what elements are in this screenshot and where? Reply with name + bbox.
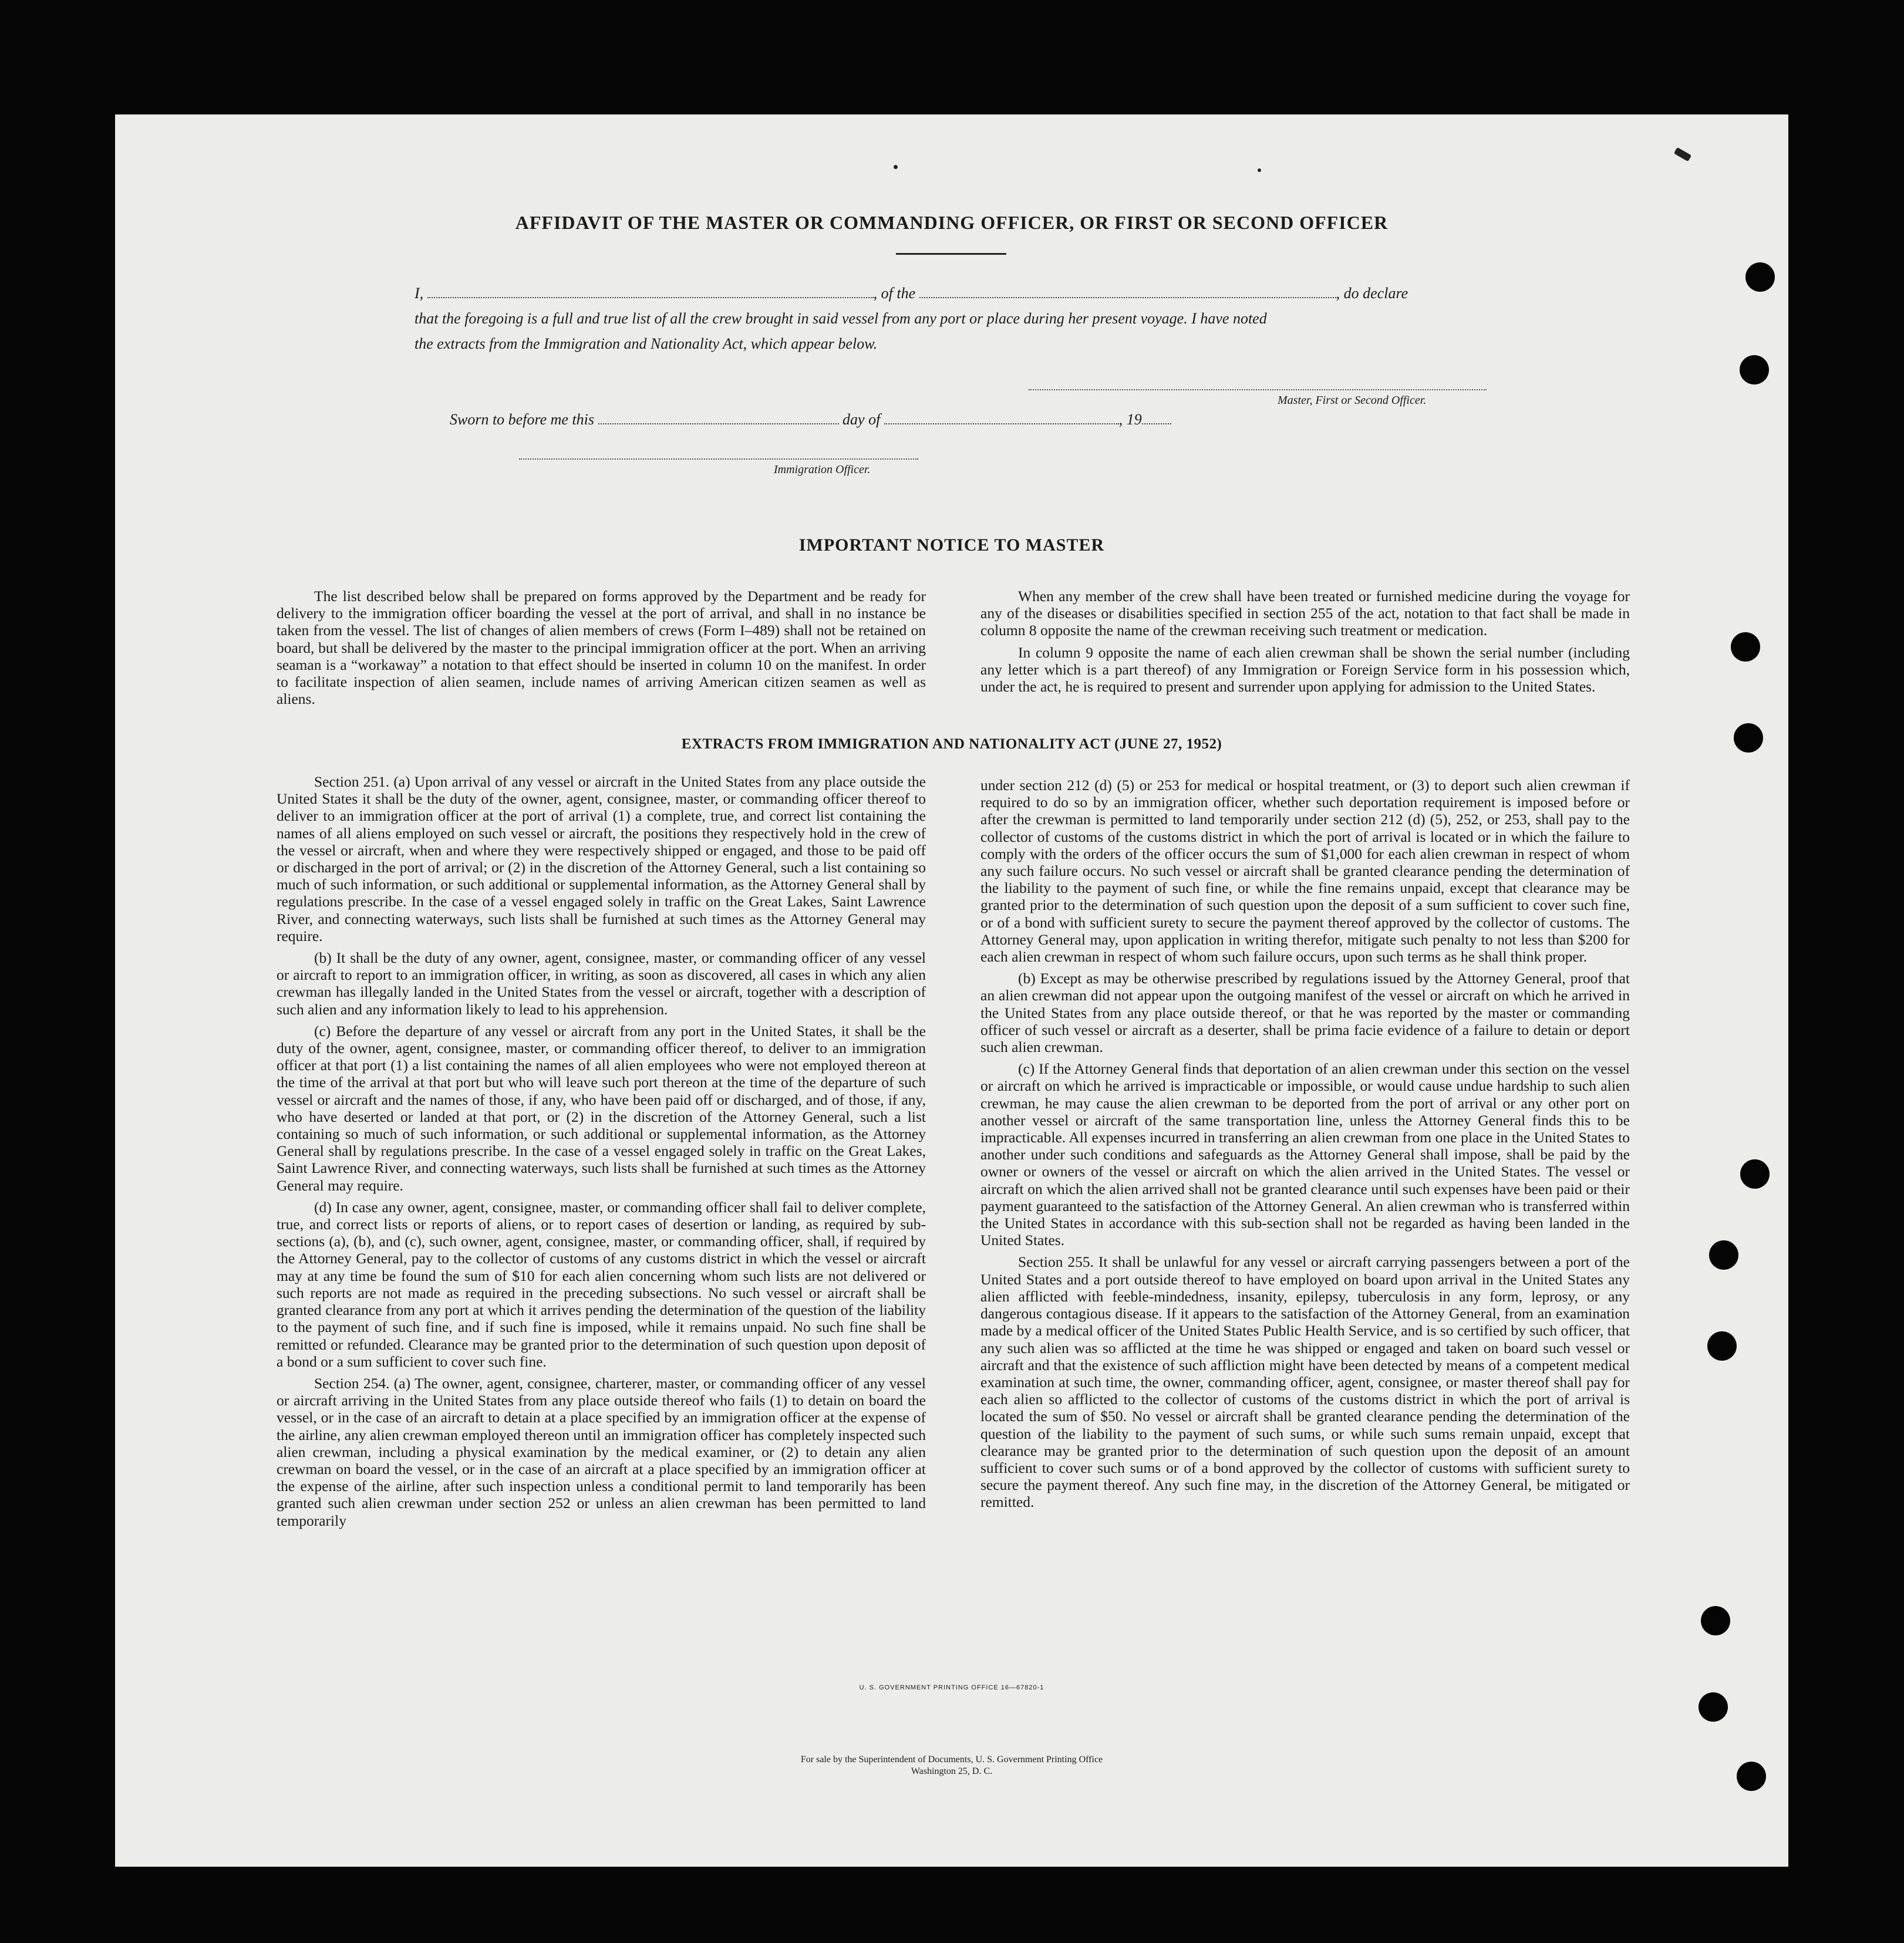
section-251a-paragraph: Section 251. (a) Upon arrival of any vessel or aircraft in the United States from any place outside the United States it shall be the duty of the owner, agent, consignee, master, or commanding officer thereof to deliver to an immigration officer at the port of arrival (1) a complete, true, and correct list containing the names of all aliens employed on such vessel or aircraft, the positions they respectively hold in the crew of the vessel or aircraft, when and where they were respectively shipped or engaged, and those to be paid off or discharged in the port of arrival; or (2) in the discretion of the Attorney General, such a list containing so much of such information, or such additional or supplemental information, as the Attorney General shall by regulations prescribe. In the case of a vessel engaged solely in traffic on the Great Lakes, Saint Lawrence River, and connecting waterways, such lists shall be furnished at such times as the Attorney General may require.: [277, 773, 926, 944]
page-speck: [1674, 147, 1691, 161]
year-label: , 19: [1118, 411, 1142, 428]
punch-hole: [1709, 1240, 1738, 1270]
notice-right-paragraph-1: When any member of the crew shall have been treated or furnished medicine during the voyage for any of the diseases or disabilities specified in section 255 of the act, notation to that fact shall be made in column 8 opposite the name of the crewman receiving such treatment or medication.: [980, 588, 1630, 639]
declaration-line-2: that the foregoing is a full and true list of all the crew brought in said vessel from any port or place during her present voyage. I have noted: [415, 310, 1267, 327]
name-blank[interactable]: [427, 286, 874, 298]
master-signature-line[interactable]: [1029, 389, 1487, 390]
title-divider: [896, 253, 1006, 255]
sworn-statement: [450, 411, 1171, 429]
affidavit-title: AFFIDAVIT OF THE MASTER OR COMMANDING OFFICER, OR FIRST OR SECOND OFFICER: [515, 212, 1389, 233]
master-signature-label: Master, First or Second Officer.: [1278, 394, 1427, 407]
officer-signature-line[interactable]: [519, 458, 918, 460]
section-251b-paragraph: (b) It shall be the duty of any owner, agent, consignee, master, or commanding officer of any vessel or aircraft to report to an immigration officer, in writing, as soon as discovered, all cases in which any alien crewman has illegally landed in the United States from the vessel or aircraft, together with a description of such alien and any information likely to lead to his apprehension.: [277, 949, 926, 1018]
extracts-title: EXTRACTS FROM IMMIGRATION AND NATIONALITY ACT (JUNE 27, 1952): [681, 736, 1222, 752]
extracts-left-column: [277, 773, 926, 1534]
officer-signature-label: Immigration Officer.: [774, 463, 871, 476]
punch-hole: [1740, 1159, 1770, 1189]
section-251d-paragraph: (d) In case any owner, agent, consignee, master, or commanding officer shall fail to deliver complete, true, and correct lists or reports of aliens, or to report cases of desertion or landing, as required by sub-sections (a), (b), and (c), such owner, agent, consignee, master, or commanding officer, shall, if required by the Attorney General, pay to the collector of customs of any customs district in which the vessel or aircraft may at any time be found the sum of $10 for each alien concerning whom such lists are not delivered or such reports are not made as required in the preceding subsections. No such vessel or aircraft shall be granted clearance from any port at which it arrives pending the determination of the question of the liability to the payment of such fine, and if such fine is imposed, while it remains unpaid. No such fine shall be remitted or refunded. Clearance may be granted prior to the determination of such question upon deposit of a bond or a sum sufficient to cover such fine.: [277, 1198, 926, 1370]
day-of-label: day of: [843, 411, 881, 428]
of-the-label: , of the: [873, 285, 916, 302]
footer-line-2: Washington 25, D. C.: [911, 1766, 993, 1776]
i-label: I,: [415, 285, 424, 302]
sworn-year-blank[interactable]: [1142, 413, 1171, 424]
sale-footer: [115, 1754, 1788, 1777]
footer-line-1: For sale by the Superintendent of Documents, U. S. Government Printing Office: [800, 1755, 1103, 1765]
printer-imprint: U. S. GOVERNMENT PRINTING OFFICE 16—67820-1: [859, 1684, 1044, 1691]
notice-title: IMPORTANT NOTICE TO MASTER: [798, 535, 1105, 555]
declaration-line-1: [415, 281, 1489, 306]
punch-hole: [1707, 1331, 1737, 1361]
punch-hole: [1734, 723, 1763, 753]
sworn-label: Sworn to before me this: [450, 411, 595, 428]
punch-hole: [1699, 1692, 1728, 1722]
page-speck: [1258, 168, 1261, 172]
notice-right-paragraph-2: In column 9 opposite the name of each alien crewman shall be shown the serial number (including any letter which is a part thereof) of any Immigration or Foreign Service form in his possession which, under the act, he is required to present and surrender upon applying for admission to the United States.: [980, 643, 1630, 696]
section-254a-continued-paragraph: under section 212 (d) (5) or 253 for medical or hospital treatment, or (3) to deport such alien crewman if required to do so by an immigration officer, whether such deportation requirement is imposed before or after the crewman is permitted to land temporarily under section 212 (d) (5), 252, or 253, shall pay to the collector of customs of the customs district in which the port of arrival is located or in which the failure to comply with the orders of the officer occurs the sum of $1,000 for each alien crewman in respect of whom any such failure occurs. No such vessel or aircraft shall be granted clearance pending the determination of the liability to the payment of such fine, or while the fine remains unpaid, except that clearance may be granted prior to the determination of such question upon the deposit of a sum sufficient to cover such fine, or of a bond with sufficient surety to secure the payment thereof approved by the collector of customs. The Attorney General may, upon application in writing therefor, mitigate such penalty to not less than $200 for each alien crewman in respect of whom such failure occurs, upon such terms as he shall think proper.: [980, 777, 1630, 966]
punch-hole: [1701, 1606, 1730, 1635]
extracts-right-column: [980, 777, 1630, 1516]
document-page: [115, 114, 1788, 1867]
section-251c-paragraph: (c) Before the departure of any vessel or aircraft from any port in the United States, it shall be the duty of the owner, agent, consignee, master, or commanding officer thereof, to deliver to an immigration officer at that port (1) a list containing the names of all alien employees who were not employed thereon at the time of the arrival at that port but who will leave such port thereon at the time of the departure of such vessel or aircraft and the names of those, if any, who have been paid off or discharged, and of those, if any, who have deserted or landed at that port, or (2) in the discretion of the Attorney General, such a list containing so much of such information, or such additional or supplemental information, as the Attorney General shall by regulations prescribe. In the case of a vessel engaged solely in traffic on the Great Lakes, Saint Lawrence River, and connecting waterways, such lists shall be furnished at such times as the Attorney General may require.: [277, 1022, 926, 1194]
punch-hole: [1745, 262, 1775, 292]
section-254c-paragraph: (c) If the Attorney General finds that deportation of an alien crewman under this section on the vessel or aircraft on which he arrived is impracticable or impossible, or would cause undue hardship to such alien crewman, he may cause the alien crewman to be deported from the port of arrival or any other port on another vessel or aircraft of the same transportation line, unless the Attorney General finds this to be impracticable. All expenses incurred in transferring an alien crewman from one place in the United States to another under such conditions and safeguards as the Attorney General shall impose, shall be paid by the owner or owners of the vessel or aircraft on which the alien arrived in the United States. The vessel or aircraft on which the alien arrived shall not be granted clearance until such expenses have been paid or their payment guaranteed to the satisfaction of the Attorney General. An alien crewman who is transferred within the United States in accordance with this sub-section shall not be regarded as having been landed in the United States.: [980, 1060, 1630, 1249]
punch-hole: [1740, 355, 1769, 384]
sworn-month-blank[interactable]: [884, 413, 1119, 424]
vessel-blank[interactable]: [919, 286, 1336, 298]
section-255-paragraph: Section 255. It shall be unlawful for any vessel or aircraft carrying passengers between a port of the United States and a port outside thereof to have employed on board upon arrival in the United States any alien afflicted with feeble-mindedness, insanity, epilepsy, tuberculosis in any form, leprosy, or any dangerous contagious disease. If it appears to the satisfaction of the Attorney General, from an examination made by a medical officer of the United States Public Health Service, and is so certified by such officer, that any such alien was so afflicted at the time he was shipped or engaged and taken on board such vessel or aircraft and that the existence of such affliction might have been detected by means of a competent medical examination at such time, the owner, commanding officer, agent, consignee, or master thereof shall pay for each alien so afflicted to the collector of customs of the customs district in which the port of arrival is located the sum of $50. No vessel or aircraft shall be granted clearance pending the determination of the question of the liability to the payment of such sums, or while such sums remain unpaid, except that clearance may be granted prior to the determination of such question upon the deposit of an amount sufficient to cover such sums or of a bond approved by the collector of customs with sufficient surety to secure the payment thereof. Any such fine may, in the discretion of the Attorney General, be mitigated or remitted.: [980, 1253, 1630, 1511]
declaration-text: [415, 281, 1489, 356]
punch-hole: [1737, 1762, 1766, 1791]
declaration-line-3: the extracts from the Immigration and Nationality Act, which appear below.: [415, 335, 878, 352]
punch-hole: [1731, 632, 1760, 662]
notice-right-column: [980, 588, 1630, 700]
notice-left-paragraph: The list described below shall be prepared on forms approved by the Department and be ready for delivery to the immigration officer boarding the vessel at the port of arrival, and shall in no instance be taken from the vessel. The list of changes of alien members of crews (Form I–489) shall not be retained on board, but shall be delivered by the master to the principal immigration officer at the port. When an arriving seaman is a “workaway” a notation to that effect should be inserted in column 10 on the manifest. In order to facilitate inspection of alien seamen, include names of arriving American citizen seamen as well as aliens.: [277, 588, 926, 708]
section-254b-paragraph: (b) Except as may be otherwise prescribed by regulations issued by the Attorney General, proof that an alien crewman did not appear upon the outgoing manifest of the vessel or aircraft on which he arrived in the United States from any place outside thereof, or that he was reported by the master or commanding officer of such vessel or aircraft as a deserter, shall be prima facie evidence of a failure to detain or deport such alien crewman.: [980, 970, 1630, 1056]
sworn-date-blank[interactable]: [598, 413, 839, 424]
page-speck: [894, 165, 898, 169]
do-declare-label: , do declare: [1336, 285, 1408, 302]
section-254a-paragraph: Section 254. (a) The owner, agent, consignee, charterer, master, or commanding officer of any vessel or aircraft arriving in the United States from any place outside thereof who fails (1) to detain on board the vessel, or in the case of an aircraft to detain at a place specified by an immigration officer at the expense of the airline, any alien crewman employed thereon until an immigration officer has completely inspected such alien crewman, including a physical examination by the medical examiner, or (2) to detain any alien crewman on board the vessel, or in the case of an aircraft at a place specified by an immigration officer at the expense of the airline, after such inspection unless a conditional permit to land temporarily has been granted such alien crewman under section 252 or unless an alien crewman has been permitted to land temporarily: [277, 1374, 926, 1529]
notice-left-column: [277, 588, 926, 712]
